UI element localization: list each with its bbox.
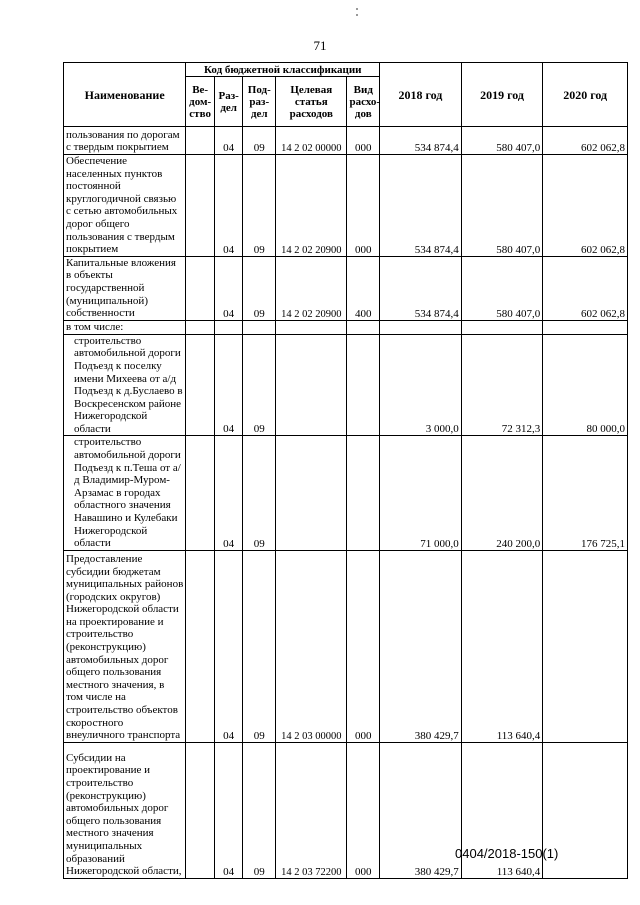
row-ved xyxy=(186,334,215,436)
row-2018: 380 429,7 xyxy=(380,742,462,878)
row-2019: 580 407,0 xyxy=(461,127,543,155)
row-podrazdel: 09 xyxy=(243,155,276,257)
header-vid: Вид расхо-дов xyxy=(347,77,380,127)
table-row xyxy=(64,550,628,742)
row-target: 14 2 03 00000 xyxy=(276,550,347,742)
header-name: Наименование xyxy=(64,63,186,127)
row-vid: 000 xyxy=(347,127,380,155)
header-podrazdel: Под-раз-дел xyxy=(243,77,276,127)
row-2018: 534 874,4 xyxy=(380,127,462,155)
row-razdel: 04 xyxy=(214,256,243,320)
row-vid: 000 xyxy=(347,742,380,878)
row-name: Субсидии на проектирование и строительство (реконструкцию) автомобильных дорог общего пользования местного значения муниципальных образований Нижегородской области, xyxy=(64,742,186,878)
row-ved xyxy=(186,320,215,334)
row-razdel: 04 xyxy=(214,550,243,742)
row-2020 xyxy=(543,320,628,334)
row-razdel: 04 xyxy=(214,436,243,550)
row-razdel: 04 xyxy=(214,334,243,436)
row-2019: 240 200,0 xyxy=(461,436,543,550)
budget-table xyxy=(63,62,628,879)
row-2020: 602 062,8 xyxy=(543,256,628,320)
row-name: в том числе: xyxy=(64,320,186,334)
row-2018: 534 874,4 xyxy=(380,256,462,320)
header-razdel: Раз-дел xyxy=(214,77,243,127)
row-2019: 580 407,0 xyxy=(461,155,543,257)
row-vid xyxy=(347,334,380,436)
header-code-group: Код бюджетной классификации xyxy=(186,63,380,77)
row-razdel: 04 xyxy=(214,742,243,878)
row-name: строительство автомобильной дороги Подъезд к поселку имени Михеева от а/д Подъезд к д.Буслаево в Воскресенском районе Нижегородской области xyxy=(64,334,186,436)
row-name: Обеспечение населенных пунктов постоянной круглогодичной связью с сетью автомобильных дорог общего пользования с твердым покрытием xyxy=(64,155,186,257)
row-vid: 000 xyxy=(347,550,380,742)
header-target: Целевая статья расходов xyxy=(276,77,347,127)
table-row xyxy=(64,320,628,334)
scan-speck xyxy=(356,8,358,10)
header-vedomstvo: Ве-дом-ство xyxy=(186,77,215,127)
row-name: Предоставление субсидии бюджетам муниципальных районов (городских округов) Нижегородской области на проектирование и строительство (реконструкцию) автомобильных дорог общего пользования местного значения, в том числе на строительство объектов скоростного внеуличного транспорта xyxy=(64,550,186,742)
row-target xyxy=(276,436,347,550)
row-razdel: 04 xyxy=(214,155,243,257)
row-2018: 71 000,0 xyxy=(380,436,462,550)
row-2019: 113 640,4 xyxy=(461,550,543,742)
row-2018 xyxy=(380,320,462,334)
table-row xyxy=(64,155,628,257)
row-podrazdel xyxy=(243,320,276,334)
row-2019 xyxy=(461,320,543,334)
row-podrazdel: 09 xyxy=(243,436,276,550)
row-razdel: 04 xyxy=(214,127,243,155)
header-2019: 2019 год xyxy=(461,63,543,127)
page-number: 71 xyxy=(313,38,327,53)
header-2018: 2018 год xyxy=(380,63,462,127)
row-podrazdel: 09 xyxy=(243,127,276,155)
scan-speck xyxy=(356,14,358,16)
row-ved xyxy=(186,550,215,742)
row-2019: 72 312,3 xyxy=(461,334,543,436)
row-vid: 000 xyxy=(347,155,380,257)
row-podrazdel: 09 xyxy=(243,334,276,436)
document-code: 0404/2018-150(1) xyxy=(455,846,559,861)
table-row xyxy=(64,256,628,320)
table-row xyxy=(64,127,628,155)
row-target: 14 2 03 72200 xyxy=(276,742,347,878)
row-2020: 602 062,8 xyxy=(543,155,628,257)
row-target: 14 2 02 00000 xyxy=(276,127,347,155)
row-2020 xyxy=(543,550,628,742)
row-razdel xyxy=(214,320,243,334)
row-target xyxy=(276,320,347,334)
row-2020: 176 725,1 xyxy=(543,436,628,550)
table-row xyxy=(64,334,628,436)
row-vid xyxy=(347,436,380,550)
header-2020: 2020 год xyxy=(543,63,628,127)
row-target xyxy=(276,334,347,436)
row-podrazdel: 09 xyxy=(243,256,276,320)
row-vid: 400 xyxy=(347,256,380,320)
row-vid xyxy=(347,320,380,334)
row-name: строительство автомобильной дороги Подъезд к п.Теша от а/д Владимир-Муром-Арзамас в городах областного значения Навашино и Кулебаки Нижегородской области xyxy=(64,436,186,550)
row-2018: 534 874,4 xyxy=(380,155,462,257)
row-2018: 380 429,7 xyxy=(380,550,462,742)
row-name: пользования по дорогам с твердым покрытием xyxy=(64,127,186,155)
row-2020: 602 062,8 xyxy=(543,127,628,155)
row-ved xyxy=(186,256,215,320)
row-ved xyxy=(186,742,215,878)
row-target: 14 2 02 20900 xyxy=(276,155,347,257)
row-name: Капитальные вложения в объекты государственной (муниципальной) собственности xyxy=(64,256,186,320)
row-ved xyxy=(186,155,215,257)
row-target: 14 2 02 20900 xyxy=(276,256,347,320)
row-ved xyxy=(186,436,215,550)
table-row xyxy=(64,436,628,550)
row-2019: 113 640,4 xyxy=(461,742,543,878)
row-podrazdel: 09 xyxy=(243,742,276,878)
row-podrazdel: 09 xyxy=(243,550,276,742)
row-ved xyxy=(186,127,215,155)
row-2020: 80 000,0 xyxy=(543,334,628,436)
row-2019: 580 407,0 xyxy=(461,256,543,320)
row-2018: 3 000,0 xyxy=(380,334,462,436)
